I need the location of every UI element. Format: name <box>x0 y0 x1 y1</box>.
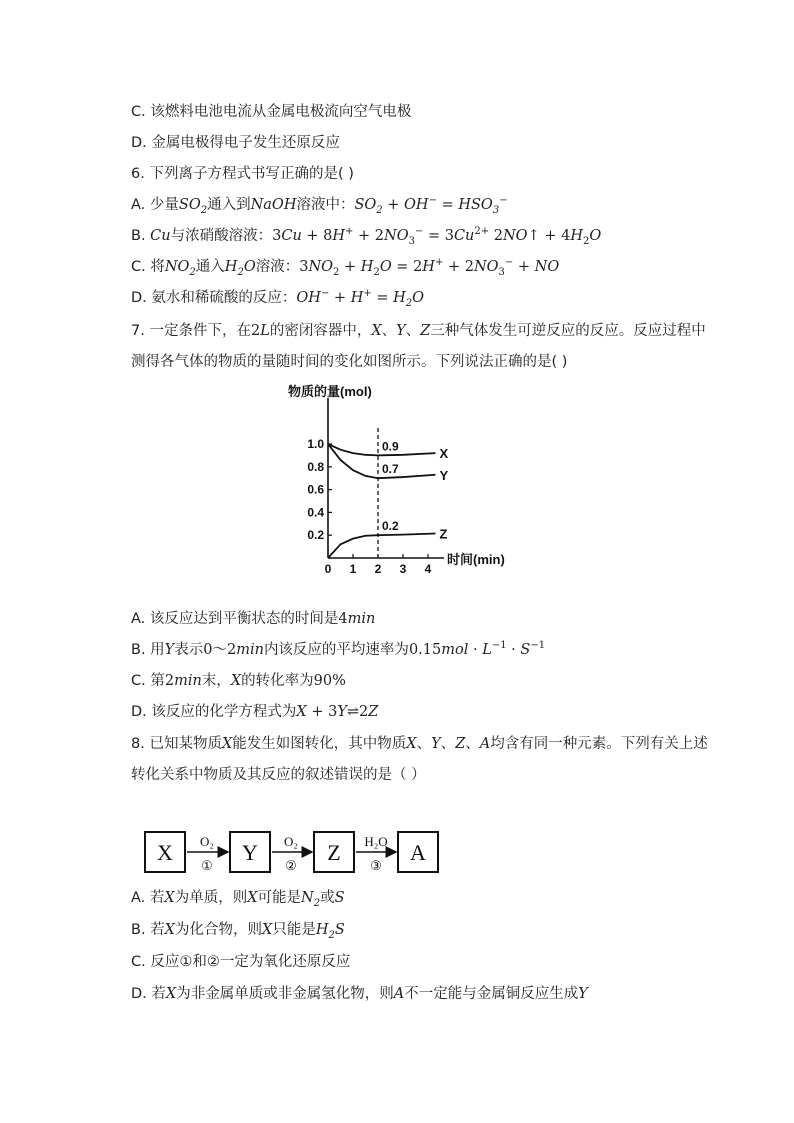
text: B. 若 <box>131 922 165 938</box>
text: 与浓硝酸溶液： <box>170 228 273 244</box>
volume: 2L <box>250 323 270 339</box>
species: X <box>406 736 417 752</box>
text: B. <box>131 228 151 244</box>
species: Y <box>396 323 406 339</box>
rate: $0.15mol \cdot L^{-1} \cdot S^{-1}$ <box>408 640 546 658</box>
equation: $3Cu + 8H^+ + 2NO_3^- = 3Cu^{2+}$ 2NO↑ + $4H_2O$ <box>272 226 602 247</box>
x-axis-title: 时间(min) <box>447 552 505 567</box>
text: 表示 <box>174 642 204 658</box>
text: 的转化率为 <box>241 673 314 689</box>
species: A <box>479 736 491 752</box>
text: A. 若 <box>131 890 165 906</box>
text: 通入 <box>195 259 225 275</box>
species: Z <box>455 736 466 752</box>
text: D. 该反应的化学方程式为 <box>131 704 297 720</box>
text: 8. 已知某物质 <box>131 736 222 752</box>
y-tick-label: 0.2 <box>307 528 324 543</box>
text: A. 该反应达到平衡状态的时间是 <box>131 611 339 627</box>
time: 2min <box>164 673 202 689</box>
q7-option-d <box>131 702 378 722</box>
value-annotation: 0.7 <box>382 462 399 477</box>
species: X <box>165 986 177 1002</box>
box-label: A <box>410 840 426 865</box>
species: X <box>221 736 233 752</box>
text: 三种气体发生可逆反应的反应。反应过程中 <box>430 323 706 339</box>
q7-option-b <box>131 640 545 660</box>
species: X <box>262 922 273 938</box>
text: 内该反应的平均速率为 <box>263 642 409 658</box>
y-tick-label: 0.8 <box>307 459 324 474</box>
flow-box-a <box>398 832 438 872</box>
text: 7. 一定条件下，在 <box>131 323 251 339</box>
text: 末， <box>201 673 231 689</box>
flow-box-y <box>230 832 270 872</box>
arrow-reagent: O₂ <box>284 834 298 849</box>
text: D. 若 <box>131 986 166 1002</box>
y-tick-label: 0.6 <box>307 482 324 497</box>
flow-box-x <box>145 832 185 872</box>
text: 的密闭容器中， <box>269 323 372 339</box>
species: A <box>393 986 405 1002</box>
x-tick-label: 0 <box>324 562 332 576</box>
q8-option-a <box>131 888 345 908</box>
formula: S <box>334 890 345 906</box>
species: X <box>164 890 175 906</box>
arrow-step: ② <box>285 858 297 873</box>
species: X <box>164 922 175 938</box>
species: X <box>230 673 242 689</box>
series-label-x: X <box>439 446 449 462</box>
text: 只能是 <box>272 922 316 938</box>
text: A. 少量 <box>131 197 179 213</box>
text: 通入到 <box>207 197 251 213</box>
text: 溶液中： <box>296 197 355 213</box>
species: Y <box>578 986 588 1002</box>
q8-option-d <box>131 984 588 1004</box>
x-tick-label: 1 <box>349 562 357 576</box>
series-line-z <box>328 533 436 558</box>
text: 为单质，则 <box>174 890 248 906</box>
flow-arrow-2 <box>272 834 312 873</box>
text: B. 用 <box>131 642 165 658</box>
text: C. 第 <box>131 673 165 689</box>
text: 或 <box>320 890 335 906</box>
text: 均含有同一种元素。下列有关上述 <box>490 736 708 752</box>
formula: $SO_2$ <box>178 197 208 216</box>
species: Y <box>164 642 175 658</box>
equation: $SO_2 + OH^- = HSO_3^-$ <box>354 195 508 216</box>
q8-option-b <box>131 920 345 940</box>
q6-option-c <box>131 257 559 277</box>
text: 为化合物，则 <box>175 922 262 938</box>
q8-stem-line2: 转化关系中物质及其反应的叙述错误的是（ ） <box>131 767 426 783</box>
flow-box-z <box>314 832 354 872</box>
text: 溶液： <box>255 259 300 275</box>
y-tick-label: 1.0 <box>307 437 324 451</box>
text: 能发生如图转化，其中物质 <box>232 736 407 752</box>
flow-arrow-3 <box>356 834 396 873</box>
equation: $OH^- + H^+ = H_2O$ <box>296 288 425 309</box>
q6-option-b <box>131 226 601 246</box>
y-axis-title: 物质的量(mol) <box>288 384 372 399</box>
text: 为非金属单质或非金属氢化物，则 <box>176 986 394 1002</box>
q5-option-c: C. 该燃料电池电流从金属电极流向空气电极 <box>131 104 412 120</box>
formula: $H_2S$ <box>315 922 345 941</box>
x-tick-label: 3 <box>399 562 407 576</box>
time-range: 0～2min <box>203 642 264 658</box>
arrow-reagent: H₂O <box>364 834 388 849</box>
x-tick-label: 4 <box>424 562 432 576</box>
series-label-z: Z <box>439 526 448 542</box>
equation: $3NO_2 + H_2O = 2H^+ + 2NO_3^-$ + NO <box>299 257 560 278</box>
box-label: Z <box>327 840 341 865</box>
species: X <box>247 890 258 906</box>
value: 4min <box>338 611 376 627</box>
q6-option-a <box>131 195 508 215</box>
x-tick-label: 2 <box>374 562 382 576</box>
series-label-y: Y <box>439 467 449 483</box>
box-label: Y <box>242 840 258 865</box>
species: X <box>371 323 382 339</box>
box-label: X <box>157 840 173 865</box>
q8-option-c: C. 反应①和②一定为氧化还原反应 <box>131 954 351 970</box>
q6-option-d <box>131 288 424 308</box>
q6-stem: 6. 下列离子方程式书写正确的是( ) <box>131 166 354 182</box>
value-annotation: 0.2 <box>382 519 399 534</box>
equation: X + 3Y⇌2Z <box>296 704 379 720</box>
text: D. 氨水和稀硫酸的反应： <box>131 290 297 306</box>
y-tick-label: 0.4 <box>307 505 324 520</box>
species: Z <box>420 323 431 339</box>
q7-stem-line2: 测得各气体的物质的量随时间的变化如图所示。下列说法正确的是( ) <box>131 354 568 370</box>
q5-option-d: D. 金属电极得电子发生还原反应 <box>131 135 340 151</box>
arrow-step: ③ <box>370 858 382 873</box>
species: Y <box>431 736 441 752</box>
formula: $H_2O$ <box>224 259 256 278</box>
arrow-step: ① <box>201 858 213 873</box>
arrow-reagent: O₂ <box>200 834 214 849</box>
text: C. 将 <box>131 259 165 275</box>
q7-stem-line1: 7. 一定条件下，在2L的密闭容器中，X、Y、Z三种气体发生可逆反应的反应。反应过程中 <box>131 323 706 339</box>
q8-stem-line1: 8. 已知某物质X能发生如图转化，其中物质X、Y、Z、A均含有同一种元素。下列有关上述 <box>131 736 708 752</box>
percent: 90% <box>313 673 346 689</box>
text: 不一定能与金属铜反应生成 <box>404 986 579 1002</box>
conversion-flow-diagram <box>128 820 448 880</box>
formula: $NO_2$ <box>164 259 196 278</box>
formula: Cu <box>150 228 171 244</box>
flow-arrow-1 <box>187 834 228 873</box>
mole-time-chart <box>284 380 516 576</box>
q7-option-c <box>131 671 346 691</box>
text: 可能是 <box>257 890 302 906</box>
formula: $N_2$ <box>301 890 321 909</box>
q7-option-a <box>131 609 375 629</box>
formula: NaOH <box>250 197 297 213</box>
value-annotation: 0.9 <box>382 439 399 454</box>
